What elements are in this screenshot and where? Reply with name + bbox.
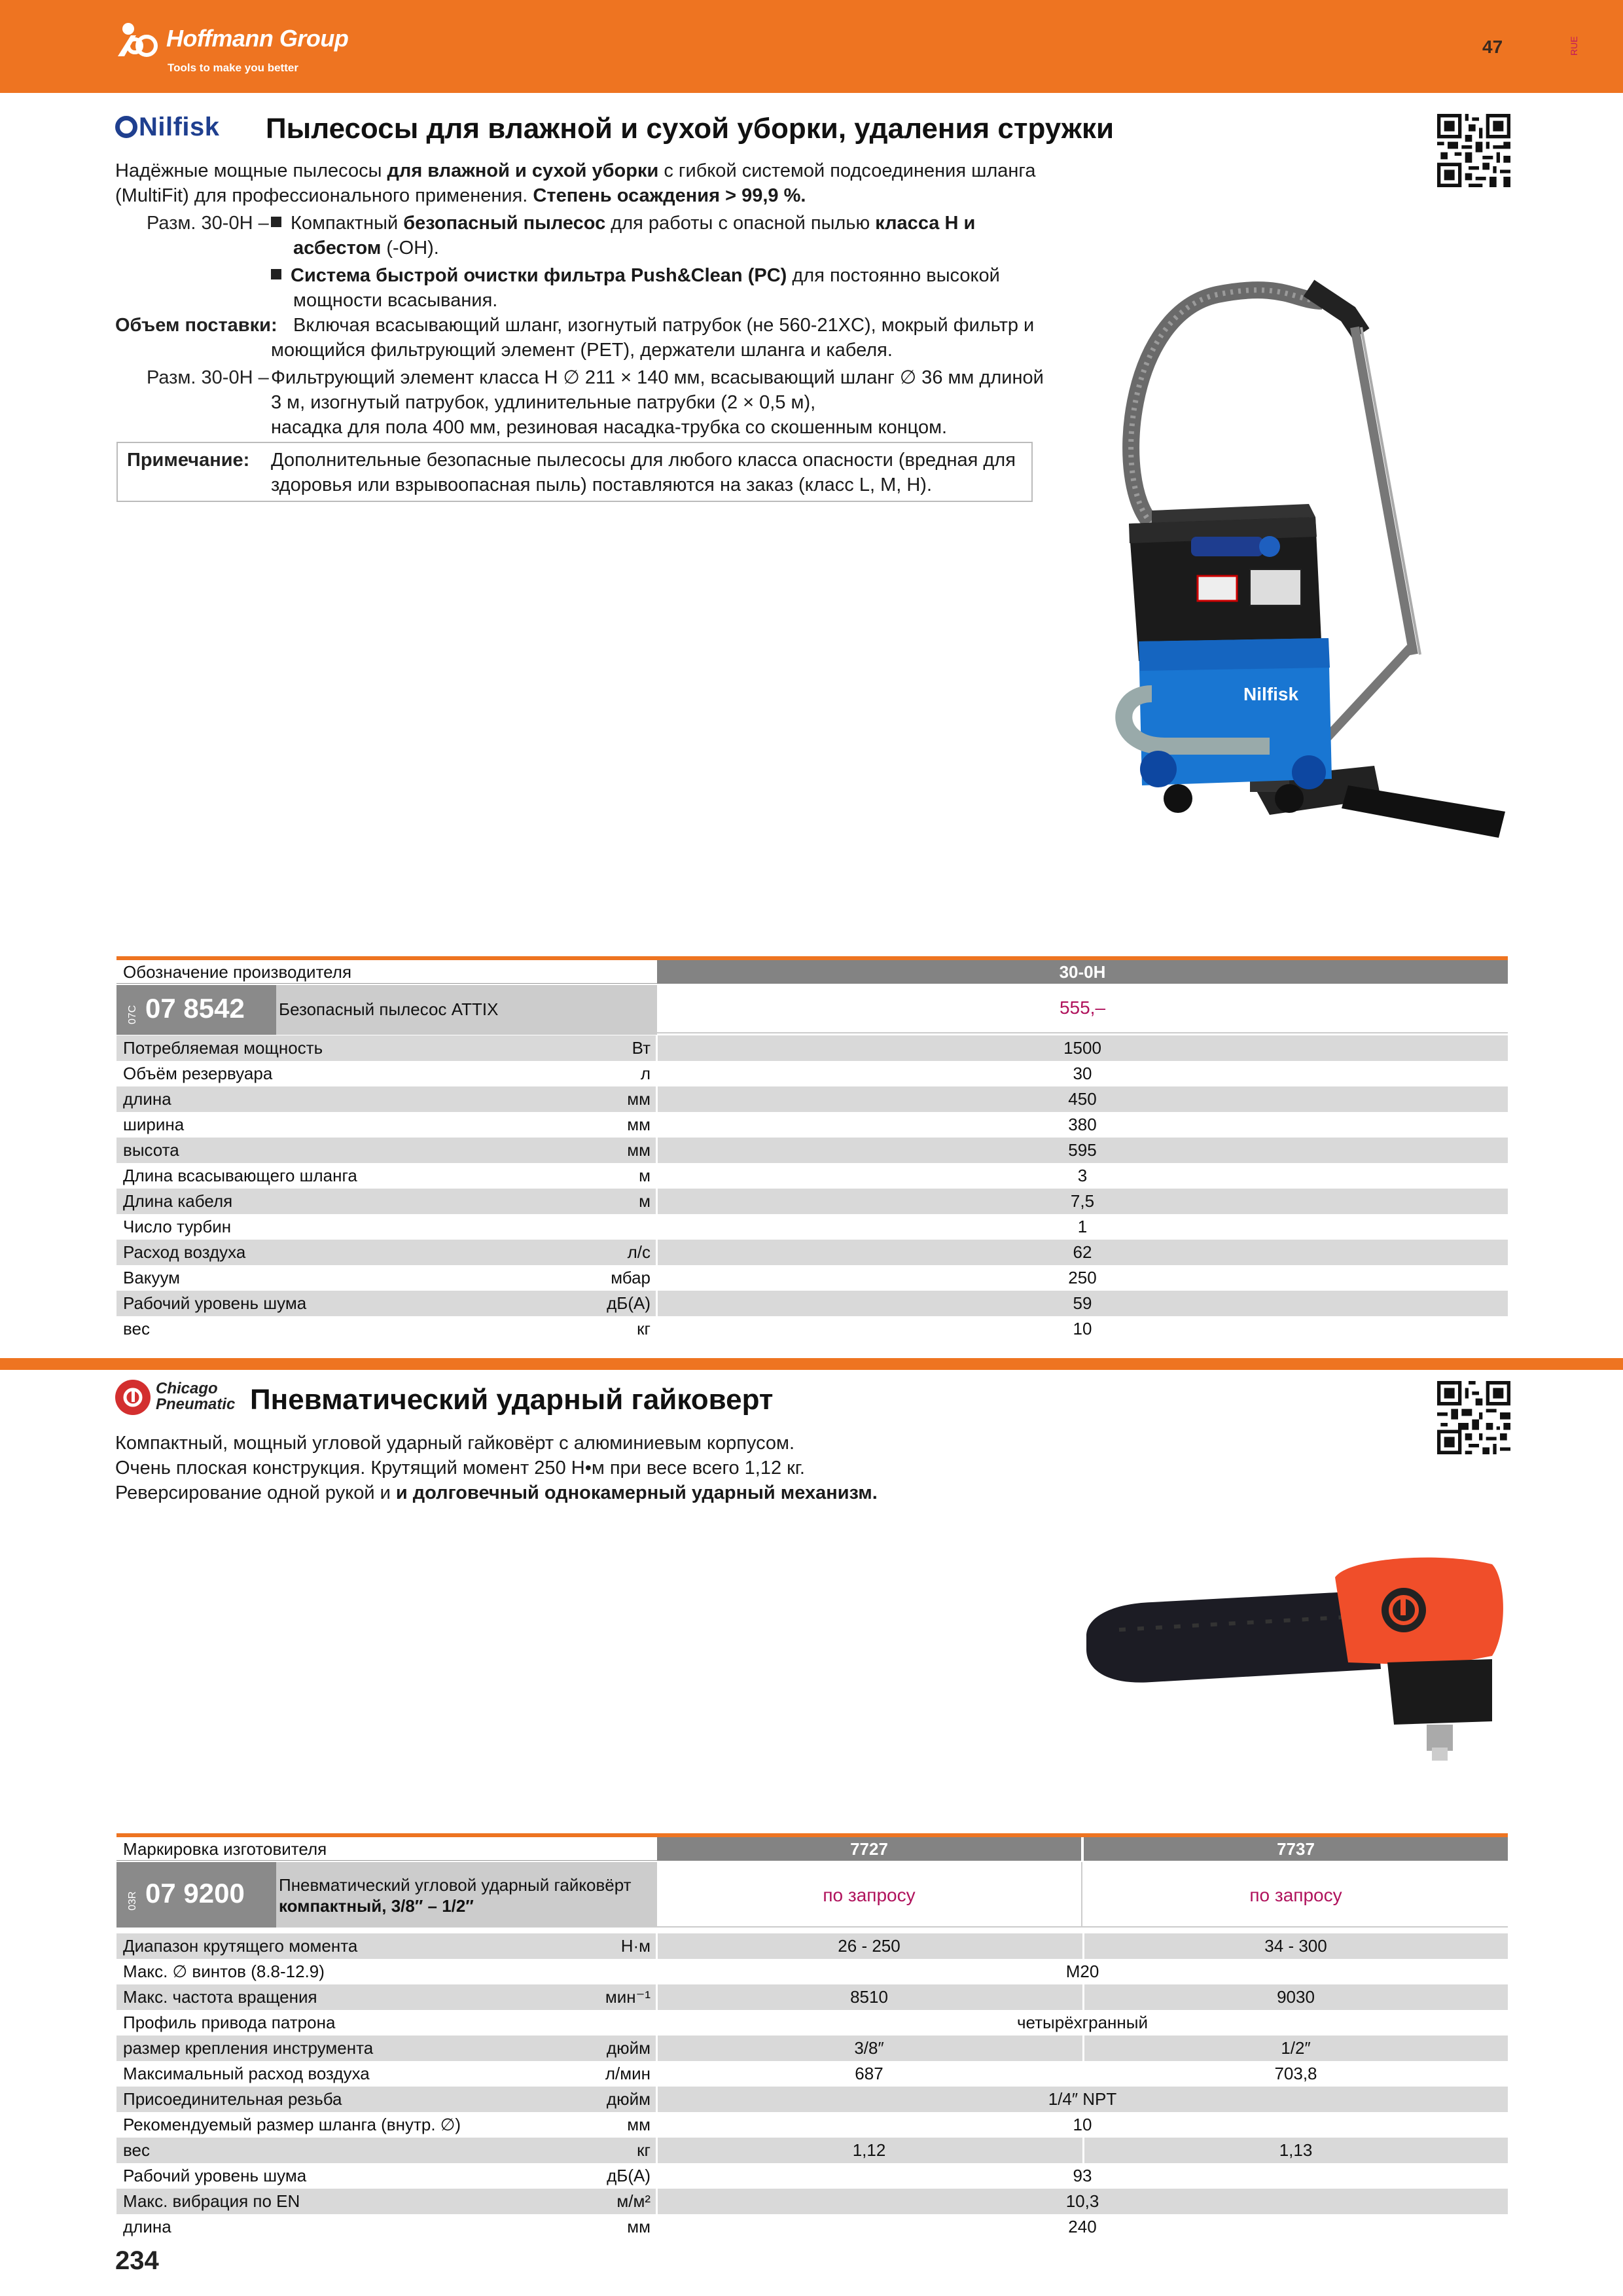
row-name: Потребляемая мощность — [123, 1038, 323, 1058]
nilfisk-brand-text: Nilfisk — [139, 113, 220, 141]
row-name: Присоединительная резьба — [123, 2089, 342, 2109]
hoffmann-logo[interactable] — [115, 16, 390, 81]
row-name: Профиль привода патрона — [123, 2013, 336, 2032]
price-divider — [1081, 1862, 1082, 1928]
row-name: Расход воздуха — [123, 1242, 246, 1262]
row-name: Рекомендуемый размер шланга (внутр. ∅) — [123, 2115, 461, 2134]
row-unit: мм — [627, 1089, 651, 1109]
section1-title: Пылесосы для влажной и сухой уборки, удаления стружки — [266, 113, 1115, 145]
table1-header-label: Обозначение производителя — [116, 960, 657, 984]
size-label: Разм. 30-0H – — [147, 213, 269, 234]
row-unit: Н·м — [620, 1936, 651, 1956]
row-value: 1500 — [1063, 1038, 1101, 1058]
row-unit: м — [639, 1191, 651, 1211]
intro-line-2 — [115, 183, 1071, 208]
row-value-7737: 34 - 300 — [1264, 1936, 1327, 1956]
section2-title: Пневматический ударный гайковерт — [250, 1384, 774, 1416]
bullet-bold: Система быстрой очистки фильтра Push&Clean (PC) — [291, 265, 787, 286]
price: 555,– — [1059, 997, 1106, 1018]
row-value: 3 — [1077, 1166, 1088, 1185]
bullet-2-cont: мощности всасывания. — [293, 290, 498, 311]
price-rule — [657, 1032, 1508, 1033]
table-row — [116, 1240, 1508, 1265]
bullet-square-icon — [271, 217, 281, 227]
table-row — [116, 1291, 1508, 1316]
table-row — [116, 2010, 1508, 2036]
row-name: Максимальный расход воздуха — [123, 2064, 370, 2083]
qr-code-icon[interactable] — [1437, 114, 1510, 187]
row-unit: мбар — [611, 1268, 651, 1287]
table-row — [116, 1933, 1508, 1959]
svg-text:Nilfisk: Nilfisk — [1243, 684, 1299, 704]
bullet-square-icon — [271, 269, 281, 279]
page-number-top: 47 — [1482, 37, 1503, 57]
article-prefix: 03R — [127, 1891, 138, 1910]
row-value: 250 — [1068, 1268, 1097, 1287]
row-value: 30 — [1073, 1064, 1092, 1083]
cp-brand-line1: Chicago — [156, 1380, 218, 1397]
row-value-7737: 1/2″ — [1281, 2038, 1311, 2058]
row-value: 240 — [1068, 2217, 1097, 2236]
row-value: 10 — [1073, 1319, 1092, 1338]
row-value: 62 — [1073, 1242, 1092, 1262]
intro-line-1 — [115, 158, 1071, 183]
intro-text: (MultiFit) для профессионального применения. — [115, 185, 533, 206]
page-number-bottom: 234 — [115, 2246, 159, 2275]
row-name: длина — [123, 1089, 171, 1109]
article-name: Безопасный пылесос ATTIX — [279, 999, 499, 1019]
row-value: 450 — [1068, 1089, 1097, 1109]
bullet-bold: безопасный пылесос — [403, 213, 606, 234]
row-name: Макс. вибрация по EN — [123, 2191, 300, 2211]
row-name: Рабочий уровень шума — [123, 2166, 307, 2185]
bullet-bold: асбестом — [293, 238, 382, 259]
delivery-label: Объем поставки: — [115, 315, 277, 336]
row-value: 59 — [1073, 1293, 1092, 1313]
table-row — [116, 1112, 1508, 1138]
row-name: высота — [123, 1140, 179, 1160]
row-name: Рабочий уровень шума — [123, 1293, 307, 1313]
language-tag: RUE — [1569, 36, 1579, 56]
table1-article-row[interactable] — [116, 985, 657, 1035]
row-unit: Вт — [632, 1038, 651, 1058]
row-name: Диапазон крутящего момента — [123, 1936, 358, 1956]
size-spec-line-2: 3 м, изогнутый патрубок, удлинительные патрубки (2 × 0,5 м), — [271, 392, 816, 413]
row-name: Число турбин — [123, 1217, 232, 1236]
intro-text: Надёжные мощные пылесосы — [115, 160, 387, 181]
intro-bold: для влажной и сухой уборки — [387, 160, 659, 181]
s2-line-1: Компактный, мощный угловой ударный гайковёрт с алюминиевым корпусом. — [115, 1433, 795, 1454]
row-unit: дБ(A) — [607, 1293, 651, 1313]
table-row — [116, 1265, 1508, 1291]
row-value: M20 — [1065, 1962, 1099, 1981]
bullet-2 — [271, 263, 1056, 288]
bullet-1 — [271, 211, 1056, 236]
table-row — [116, 1086, 1508, 1112]
row-value-7737: 703,8 — [1274, 2064, 1317, 2083]
article-name-line1: Пневматический угловой ударный гайковёрт — [279, 1875, 632, 1895]
row-unit: мм — [627, 1140, 651, 1160]
row-value: 7,5 — [1070, 1191, 1095, 1211]
row-value: четырёхгранный — [1017, 2013, 1148, 2032]
price-rule — [657, 1926, 1508, 1928]
row-value: 1/4″ NPT — [1048, 2089, 1117, 2109]
qr-code-icon[interactable] — [1437, 1381, 1510, 1454]
row-unit: л/с — [627, 1242, 651, 1262]
table-row — [116, 2087, 1508, 2112]
nilfisk-ring-icon — [115, 116, 137, 138]
chicago-pneumatic-logo — [115, 1378, 246, 1418]
delivery-line-1: Включая всасывающий шланг, изогнутый патрубок (не 560-21XC), мокрый фильтр и — [293, 315, 1035, 336]
article-code: 07 9200 — [145, 1878, 245, 1909]
table-row — [116, 1959, 1508, 1984]
row-name: Вакуум — [123, 1268, 181, 1287]
table-row — [116, 1189, 1508, 1214]
article-code: 07 8542 — [145, 993, 245, 1024]
s2-line-3 — [115, 1480, 1162, 1505]
table-row — [116, 2138, 1508, 2163]
intro-text: с гибкой системой подсоединения шланга — [658, 160, 1036, 181]
row-name: Длина кабеля — [123, 1191, 233, 1211]
table-row — [116, 1214, 1508, 1240]
size-spec-line-1: Фильтрующий элемент класса H ∅ 211 × 140 мм, всасывающий шланг ∅ 36 мм длиной — [271, 367, 1044, 388]
row-value-7737: 1,13 — [1279, 2140, 1313, 2160]
brand-name: Hoffmann Group — [166, 25, 349, 52]
cp-mark-icon — [120, 1385, 145, 1410]
row-value: 1 — [1077, 1217, 1088, 1236]
table-row — [116, 2163, 1508, 2189]
s2-text: Реверсирование одной рукой и — [115, 1482, 396, 1503]
price-7737: по запросу — [1249, 1885, 1342, 1905]
table-row — [116, 2189, 1508, 2214]
nilfisk-logo — [115, 113, 220, 142]
row-unit: м — [639, 1166, 651, 1185]
table-row — [116, 1061, 1508, 1086]
table-row — [116, 1163, 1508, 1189]
row-name: длина — [123, 2217, 171, 2236]
price-7727: по запросу — [823, 1885, 916, 1905]
row-value-7727: 26 - 250 — [838, 1936, 901, 1956]
row-name: Макс. частота вращения — [123, 1987, 317, 2007]
note-line-2: здоровья или взрывоопасная пыль) поставляются на заказ (класс L, M, H). — [271, 475, 933, 495]
bullet-1-cont — [293, 236, 439, 260]
table2-header-label: Маркировка изготовителя — [116, 1837, 657, 1861]
vacuum-cleaner-image — [1073, 275, 1518, 870]
row-value: 380 — [1068, 1115, 1097, 1134]
hoffmann-logo-icon — [115, 20, 162, 59]
size-spec-line-3: насадка для пола 400 мм, резиновая насадка-трубка со скошенным концом. — [271, 417, 948, 438]
table-row — [116, 2112, 1508, 2138]
cp-brand-text — [156, 1381, 235, 1412]
row-value: 93 — [1073, 2166, 1092, 2185]
table-row — [116, 1035, 1508, 1061]
row-unit: мм — [627, 2115, 651, 2134]
table1-header-value: 30-0H — [657, 960, 1508, 984]
table2-article-row[interactable] — [116, 1862, 657, 1928]
row-unit: дБ(A) — [607, 2166, 651, 2185]
impact-wrench-image — [1073, 1551, 1518, 1774]
brand-tagline: Tools to make you better — [168, 62, 298, 74]
note-label: Примечание: — [127, 450, 250, 471]
row-value: 10 — [1073, 2115, 1092, 2134]
row-name: размер крепления инструмента — [123, 2038, 374, 2058]
table2-header-7737: 7737 — [1084, 1837, 1508, 1861]
row-value-7727: 8510 — [850, 1987, 888, 2007]
table-row — [116, 2214, 1508, 2240]
row-name: Макс. ∅ винтов (8.8-12.9) — [123, 1962, 325, 1981]
s2-line-2: Очень плоская конструкция. Крутящий момент 250 Н•м при весе всего 1,12 кг. — [115, 1458, 805, 1479]
table-row — [116, 1984, 1508, 2010]
row-value-7727: 1,12 — [852, 2140, 886, 2160]
table-row — [116, 1138, 1508, 1163]
row-name: вес — [123, 1319, 150, 1338]
size-label-2: Разм. 30-0H – — [147, 367, 269, 388]
row-name: Объём резервуара — [123, 1064, 273, 1083]
row-name: ширина — [123, 1115, 185, 1134]
cp-brand-line2: Pneumatic — [156, 1395, 236, 1413]
row-unit: л/мин — [605, 2064, 651, 2083]
table-row — [116, 2036, 1508, 2061]
row-value: 595 — [1068, 1140, 1097, 1160]
row-unit: м/м² — [616, 2191, 651, 2211]
row-name: Длина всасывающего шланга — [123, 1166, 357, 1185]
row-value: 10,3 — [1065, 2191, 1099, 2211]
row-unit: дюйм — [606, 2089, 651, 2109]
table2-header-7727: 7727 — [657, 1837, 1081, 1861]
intro-bold: Степень осаждения > 99,9 %. — [533, 185, 806, 206]
article-name-line2: компактный, 3/8″ – 1/2″ — [279, 1896, 474, 1916]
row-unit: мин⁻¹ — [605, 1987, 651, 2007]
delivery-line-2: моющийся фильтрующий элемент (PET), держатели шланга и кабеля. — [271, 340, 893, 361]
bullet-bold: класса H и — [875, 213, 976, 234]
row-unit: дюйм — [606, 2038, 651, 2058]
bullet-text: (-OH). — [381, 238, 439, 259]
note-line-1: Дополнительные безопасные пылесосы для любого класса опасности (вредная для — [271, 450, 1016, 471]
row-unit: кг — [637, 2140, 651, 2160]
section-divider — [0, 1358, 1623, 1370]
row-unit: мм — [627, 1115, 651, 1134]
row-value-7737: 9030 — [1277, 1987, 1315, 2007]
table-row — [116, 1316, 1508, 1342]
table-row — [116, 2061, 1508, 2087]
s2-bold: и долговечный однокамерный ударный механизм. — [395, 1482, 878, 1503]
row-value-7727: 3/8″ — [854, 2038, 884, 2058]
row-unit: кг — [637, 1319, 651, 1338]
row-unit: л — [640, 1064, 651, 1083]
row-value-7727: 687 — [855, 2064, 883, 2083]
row-unit: мм — [627, 2217, 651, 2236]
bullet-text: Компактный — [291, 213, 404, 234]
article-prefix: 07C — [127, 1005, 138, 1024]
row-name: вес — [123, 2140, 150, 2160]
bullet-text: для работы с опасной пылью — [605, 213, 876, 234]
bullet-text: для постоянно высокой — [787, 265, 1000, 286]
